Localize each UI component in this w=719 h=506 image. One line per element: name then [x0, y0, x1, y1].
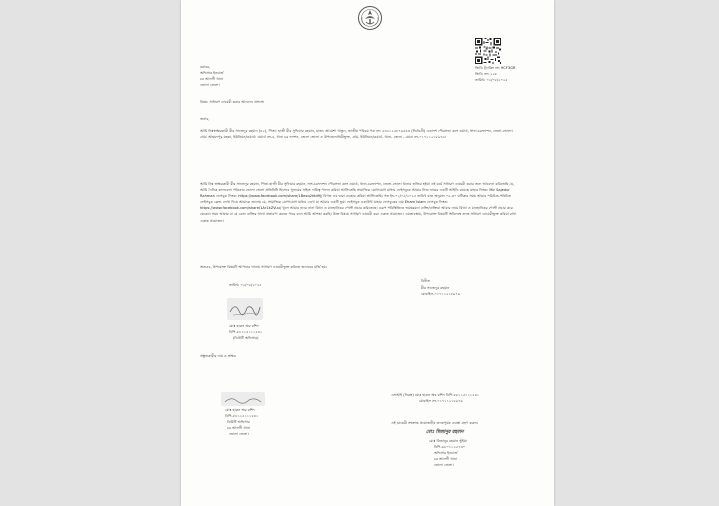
gd-tracking-number: জিডি ট্র্যাকিং নং: 9CF3GR: [475, 66, 516, 70]
oc-station: চর আলগী থানা: [434, 457, 458, 461]
gd-date: তারিখ: ০২/০৫/২০২৫: [475, 78, 508, 82]
document-page: [181, 0, 554, 506]
letter-date: তারিখ: ০২/০৫/২০২৫: [229, 283, 262, 287]
receiver-station: চর আলগী থানা: [227, 426, 251, 430]
applicant-name: মীর সাজেদুর রহমান: [421, 286, 450, 290]
action-instruction: এই ডায়েরী সংক্রান্ত প্রয়োজনীয় তদন্তপূর্বক ব্যবস্থা গ্রহণ করুন।: [391, 421, 479, 425]
applicant-closing: বিনীত: [421, 279, 430, 283]
receiver-district: ভোলা জেলা।: [229, 432, 249, 436]
preparer-note: প্রস্তুতকারীর নাম ও স্বাক্ষর: [200, 354, 236, 358]
receiver-name: মোঃ হারুন অর রশিদ: [225, 408, 255, 412]
si-officer-line: এসআই (নিরস্ত্র) মোঃ হারুন অর রশিদ বিপি-৮৮১১৫১১১৫৪১: [391, 393, 480, 397]
applicant-identity-paragraph: আমি নিম্নস্বাক্ষরকারী মীর সাজেদুর রহমান (৪২), পিতা: হাজী মীর সুফিয়ার রহমান, মাতা: আয়েশা খাতুন, জাতীয় পরিচয় পত্র নং: ৫৩২১২৫৮৭৬৫৪৩ (নির্বাচনী) একাদশ পৌরসভা ৩নং ওয়ার্ড, থানা-চরফ্যাশন, জেলা-ভোলা। গ্রাম: আহমদপুর মহল্লা, ইউনিয়ন/ওয়ার্ড: ওয়ার্ড নং-৪, থানা চর ফ্যাশন, জেলা ভোলা ও উপজেলাধারীভুক্ত, গ্রাম- ইউনিয়ন/ওয়ার্ড- থানা- জেলা - মোবা নং-০১৭১১২১৮৯৭৬।: [200, 129, 513, 140]
complaint-body-paragraph: আমি নিম্ন স্বাক্ষরকারী মীর সাজেদুর রহমান, পিতা-হাজী মীর সুফিয়ার রহমান, সাং-চরফ্যাশন পৌরসভা ৩নং ওয়ার্ড, থানা-চরফ্যাশন, জেলা-ভোলা থানায় হাজির হইয়া এই মর্মে সাধারণ ডায়েরী করার জন্য আবেদন করিতেছি যে, আমি দৈনিক কালবেলা পত্রিকার ভোলা জেলা প্রতিনিধি হিসেবে সুনামের সহিত দায়িত্ব পালন করিয়া আসিতেছি সামাজিক যোগাযোগ মাধ্যম ফেইসবুকে আমার নিজ নামের একটি আইডি রয়েছে যাহার লিংক: Mir Sajedur Rahman ফেসবুক লিংক: https://www.facebook.com/share/1Bexq2ktd9j/ বিগত এর দ্বারা ব্যবহার করিয়া আসিতেছি। গত ইং-০১/০৫/২০২৫ তারিখ রাত অনুমান ০৯.৩০ ঘটিকার সময় আমার পরিচিত-পরিচিত ফেইসবুক ফ্রেন্ড লেখা দিয়ে আমাকে জানায় যে, সামাজিক যোগাযোগ মাধ্যম দেখে যা আমার একটি ভুয়া ফেইসবুক একাউন্ট যাহার ফেসবুকের নাম Eham Islam ফেসবুক লিংক: https://www.facebook.com/share/1Ar1kZVuu/ খুলে আমার নামে নানা মিথ্যা ও মানহানিকর পোস্ট প্রচার করিতেছে। এরূপ পরিস্থিতিতে ভয়ঙ্করমনা ব্যক্তি/ব্যক্তিরা আমার নামে মিথ্যা ও মানহানিকর পোস্ট প্রচার করে যেকোন সময় আমার বা যে কোন ব্যক্তির সাথে প্রতারণা করতে পারে বলে আমি আশঙ্কা করছি। উক্ত বিষয়ে সাধারণ ডায়েরী করা একান্ত প্রয়োজন। এমতাবস্থায়, উপরোক্ত বিষয়টি অবিলম্বে তদন্ত সাধারণ ডায়েরীভুক্ত করিয়া রাখা একান্ত প্রয়োজন।: [200, 182, 517, 223]
government-emblem-icon: [357, 5, 383, 31]
duty-officer-signature-image: [227, 298, 263, 320]
oc-signature-text: মোঃ মিজানুর রহমান: [426, 430, 464, 435]
request-paragraph: অতএব, উপরোক্ত বিষয়টি আপনার থানায় সাধারণ ডায়েরীভুক্ত করিতে জনাবের মর্জি হয়।: [200, 265, 327, 269]
oc-bp: বিপি-৬৮০১১২৫৭৩০: [434, 445, 466, 449]
duty-officer-name: মোঃ হারুন অর রশিদ: [229, 324, 259, 328]
gd-number: জিডি নং: ২২৮: [475, 72, 498, 76]
salutation: জনাব,: [200, 117, 210, 121]
recipient-district: ভোলা জেলা।: [200, 83, 220, 87]
oc-district: ভোলা জেলা।: [434, 463, 454, 467]
duty-officer-bp: বিপি-৮৮১১৫১১১৫৪১: [229, 330, 263, 334]
recipient-station: চর আলগী থানা: [200, 77, 224, 81]
duty-officer-role: (ডিউটি অফিসার): [233, 336, 259, 340]
receiver-role: ডিউটি অফিসার: [227, 420, 250, 424]
received-stamp-image: [221, 392, 265, 406]
qr-code-icon: [475, 38, 501, 64]
si-officer-mobile: মোবাইল নং-০১৭১১২১৮৯৭৬: [419, 399, 463, 403]
oc-role: অফিসার ইনচার্জ: [434, 451, 458, 455]
recipient-title: অফিসার ইনচার্জ: [200, 71, 224, 75]
recipient-to: বরাবর,: [200, 65, 211, 69]
oc-name: মোঃ মিজানুর রহমান ভূঁইয়া: [429, 439, 467, 443]
stamp-scribble-icon: [221, 393, 265, 407]
signature-scribble-icon: [227, 298, 263, 320]
applicant-mobile: মোবাইল-০১৭১১২১৮৯৭৬: [421, 292, 461, 296]
subject-line: বিষয়: সাধারণ ডায়েরী করার আবেদন প্রসঙ্গে।: [200, 100, 265, 104]
receiver-bp: বিপি-৮৮১১৫১১১৫৪১: [225, 414, 259, 418]
